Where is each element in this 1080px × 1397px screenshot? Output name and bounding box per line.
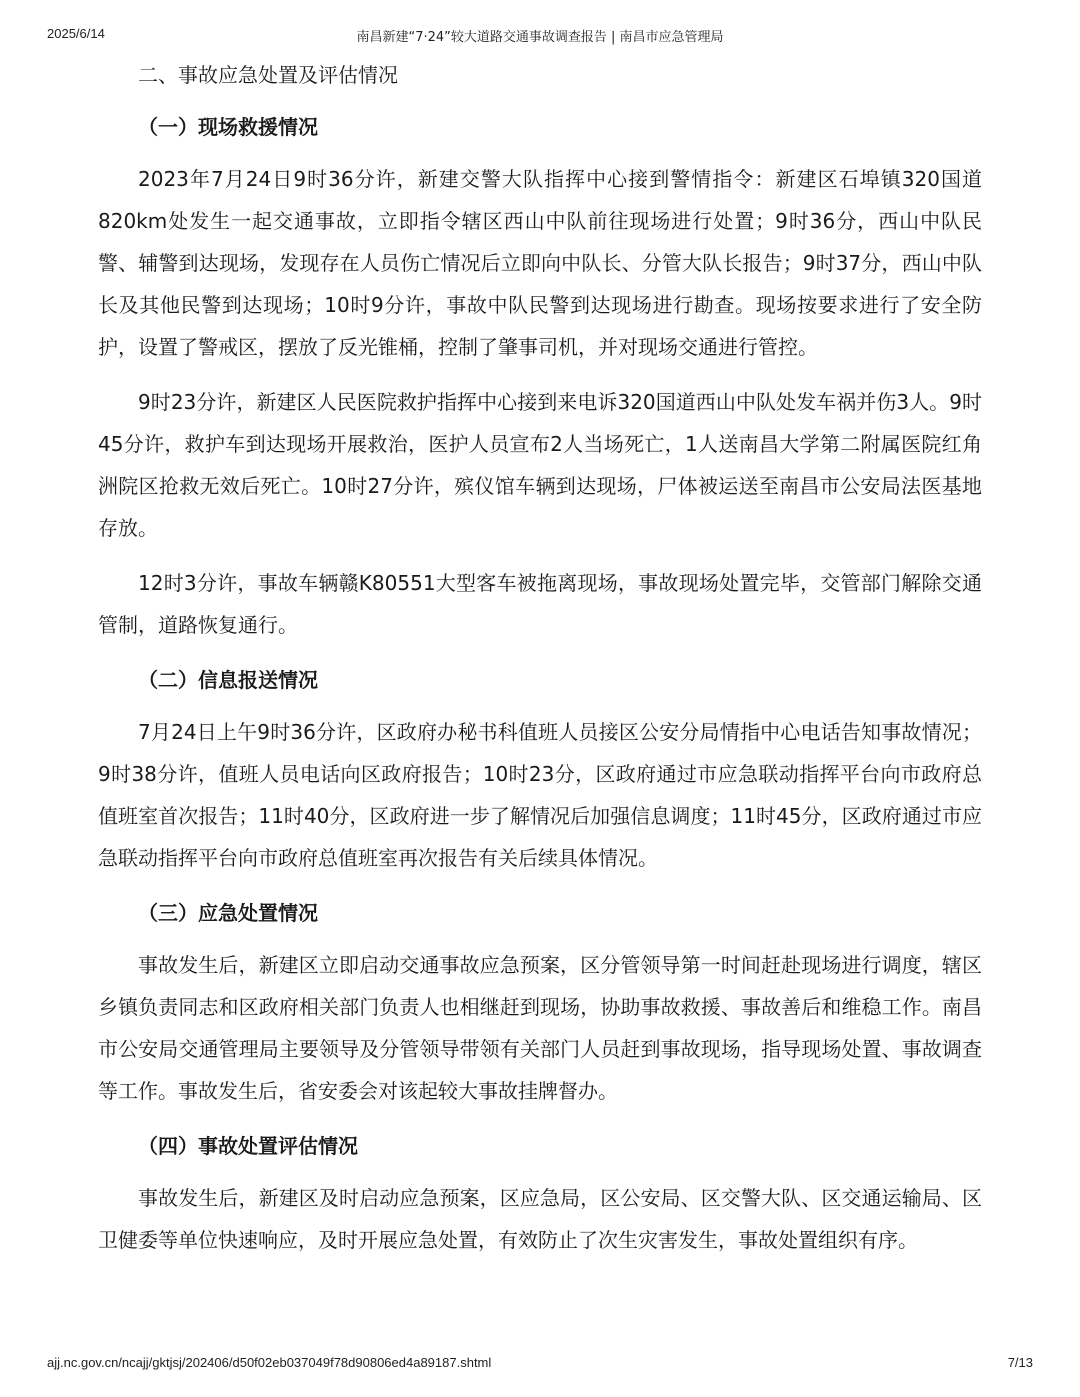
subsection-title-rescue: （一）现场救援情况 (138, 115, 318, 139)
print-header-date: 2025/6/14 (47, 26, 105, 41)
document-body (98, 54, 982, 1274)
subsection-title-emergency: （三）应急处置情况 (138, 901, 318, 925)
paragraph-rescue-2: 9时23分许，新建区人民医院救护指挥中心接到来电诉320国道西山中队处发车祸并伤3人。9时45分许，救护车到达现场开展救治，医护人员宣布2人当场死亡，1人送南昌大学第二附属医院红角洲院区抢救无效后死亡。10时27分许，殡仪馆车辆到达现场，尸体被运送至南昌市公安局法医基地存放。 (98, 390, 982, 540)
paragraph-reporting-1: 7月24日上午9时36分许，区政府办秘书科值班人员接区公安分局情指中心电话告知事故情况；9时38分许，值班人员电话向区政府报告；10时23分，区政府通过市应急联动指挥平台向市政府总值班室首次报告；11时40分，区政府进一步了解情况后加强信息调度；11时45分，区政府通过市应急联动指挥平台向市政府总值班室再次报告有关后续具体情况。 (98, 720, 982, 870)
paragraph-emergency-1: 事故发生后，新建区立即启动交通事故应急预案，区分管领导第一时间赶赴现场进行调度，辖区乡镇负责同志和区政府相关部门负责人也相继赶到现场，协助事故救援、事故善后和维稳工作。南昌市公安局交通管理局主要领导及分管领导带领有关部门人员赶到事故现场，指导现场处置、事故调查等工作。事故发生后，省安委会对该起较大事故挂牌督办。 (98, 953, 982, 1103)
print-footer-page-number: 7/13 (1007, 1355, 1033, 1370)
section-title: 二、事故应急处置及评估情况 (138, 63, 398, 87)
paragraph-rescue-3: 12时3分许，事故车辆赣K80551大型客车被拖离现场，事故现场处置完毕，交管部门解除交通管制，道路恢复通行。 (98, 571, 982, 637)
print-header-title: 南昌新建“7·24”较大道路交通事故调查报告 | 南昌市应急管理局 (356, 30, 724, 45)
print-footer-url[interactable]: ajj.nc.gov.cn/ncajj/gktjsj/202406/d50f02eb037049f78d90806ed4a89187.shtml (47, 1355, 492, 1370)
paragraph-evaluation-1: 事故发生后，新建区及时启动应急预案，区应急局，区公安局、区交警大队、区交通运输局、区卫健委等单位快速响应，及时开展应急处置，有效防止了次生灾害发生，事故处置组织有序。 (98, 1186, 982, 1252)
subsection-title-reporting: （二）信息报送情况 (138, 668, 318, 692)
subsection-title-evaluation: （四）事故处置评估情况 (138, 1134, 358, 1158)
paragraph-rescue-1: 2023年7月24日9时36分许，新建交警大队指挥中心接到警情指令：新建区石埠镇320国道820km处发生一起交通事故，立即指令辖区西山中队前往现场进行处置；9时36分，西山中队民警、辅警到达现场，发现存在人员伤亡情况后立即向中队长、分管大队长报告；9时37分，西山中队长及其他民警到达现场；10时9分许，事故中队民警到达现场进行勘查。现场按要求进行了安全防护，设置了警戒区，摆放了反光锥桶，控制了肇事司机，并对现场交通进行管控。 (98, 167, 982, 359)
